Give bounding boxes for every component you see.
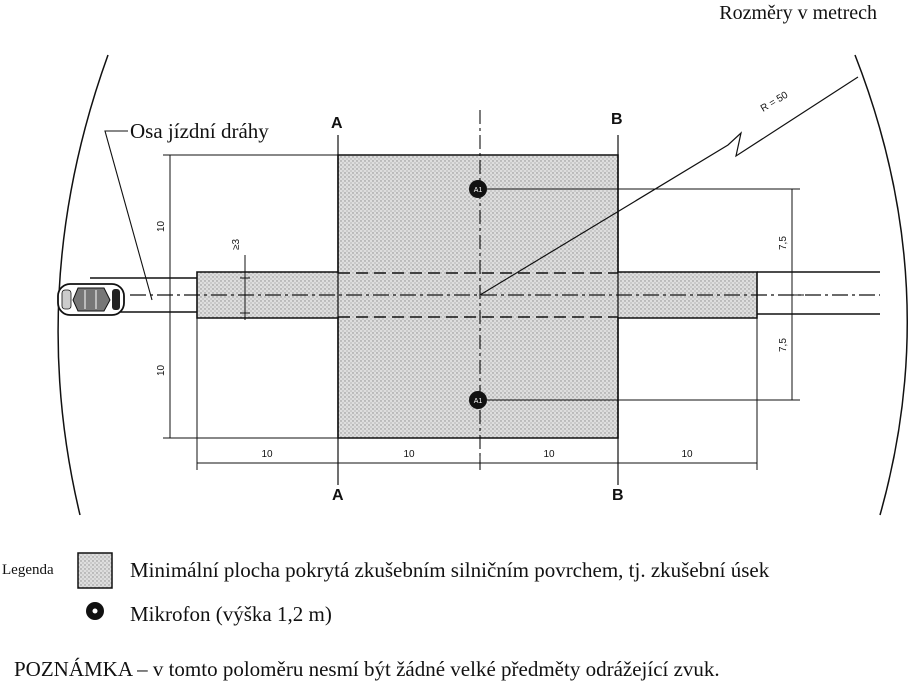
microphone-top-label: A1 <box>473 187 483 194</box>
dimension-label-10-bottom-3: 10 <box>543 449 555 460</box>
legend-surface-text: Minimální plocha pokrytá zkušebním silničním povrchem, tj. zkušební úsek <box>130 558 770 582</box>
centerline-label: Osa jízdní dráhy <box>130 119 269 143</box>
dimension-label-10-bottom-1: 10 <box>261 449 273 460</box>
microphone-top <box>469 180 487 198</box>
dimension-label-10-bottom-2: 10 <box>403 449 415 460</box>
legend-microphone-icon <box>86 602 104 620</box>
dimension-label-10-left-bottom: 10 <box>156 364 167 376</box>
radius-arc-right <box>855 55 907 515</box>
legend-surface-swatch <box>78 553 112 588</box>
dimension-label-10-bottom-4: 10 <box>681 449 693 460</box>
centerline-leader <box>105 131 152 300</box>
radius-label: R = 50 <box>758 89 791 115</box>
dimension-label-min-3: ≥3 <box>231 238 242 250</box>
microphone-bottom-label: A1 <box>473 398 483 405</box>
note-text: POZNÁMKA – v tomto poloměru nesmí být žádné velké předměty odrážející zvuk. <box>14 657 720 681</box>
car-icon <box>58 284 124 315</box>
dimension-label-7-5-bottom: 7,5 <box>778 338 789 352</box>
dimension-label-7-5-top: 7,5 <box>778 236 789 250</box>
legend-title: Legenda <box>2 562 54 578</box>
microphone-bottom <box>469 391 487 409</box>
units-note: Rozměry v metrech <box>719 2 877 24</box>
section-label-b-top: B <box>611 111 623 128</box>
section-label-a-bottom: A <box>332 487 344 504</box>
section-label-a-top: A <box>331 115 343 132</box>
section-label-b-bottom: B <box>612 487 624 504</box>
legend-microphone-text: Mikrofon (výška 1,2 m) <box>130 602 332 626</box>
dimension-label-10-left-top: 10 <box>156 220 167 232</box>
